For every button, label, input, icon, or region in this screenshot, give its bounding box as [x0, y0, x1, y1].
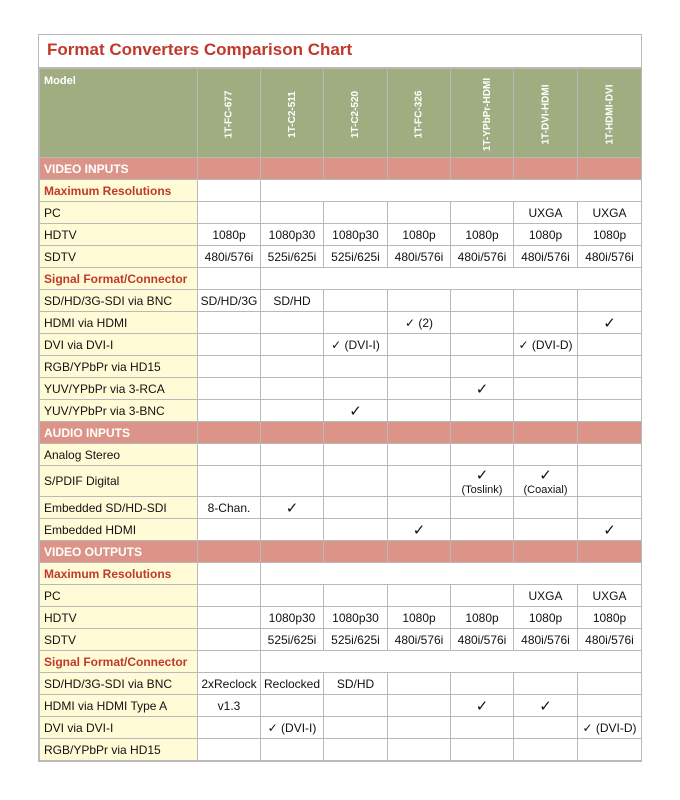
table-cell [261, 400, 324, 422]
table-cell [578, 356, 642, 378]
table-cell [388, 466, 451, 497]
table-cell: 480i/576i [388, 629, 451, 651]
row-label: SD/HD/3G-SDI via BNC [40, 673, 198, 695]
subsection-row [40, 651, 642, 673]
table-cell [451, 466, 514, 497]
table-cell [451, 290, 514, 312]
column-header: 1T-C2-511 [261, 69, 324, 158]
column-header: 1T-DVI-HDMI [514, 69, 578, 158]
table-cell: ✓ [451, 378, 514, 400]
table-cell: 480i/576i [388, 246, 451, 268]
table-cell: ✓ [324, 400, 388, 422]
table-cell [324, 739, 388, 761]
table-cell [514, 519, 578, 541]
table-cell [451, 497, 514, 519]
section-cell [578, 541, 642, 563]
table-cell [388, 695, 451, 717]
table-cell [451, 312, 514, 334]
blank-cell [261, 563, 642, 585]
table-cell [388, 717, 451, 739]
section-cell [451, 422, 514, 444]
table-cell: ✓ (2) [388, 312, 451, 334]
blank-cell [261, 180, 642, 202]
table-row [40, 497, 642, 519]
table-cell [198, 585, 261, 607]
row-label: YUV/YPbPr via 3-BNC [40, 400, 198, 422]
table-cell: 1080p30 [324, 607, 388, 629]
table-row [40, 224, 642, 246]
table-row [40, 585, 642, 607]
subsection-row [40, 563, 642, 585]
table-cell [514, 466, 578, 497]
table-cell [514, 444, 578, 466]
blank-cell [261, 651, 642, 673]
table-cell [514, 312, 578, 334]
row-label: Signal Format/Connector [40, 268, 198, 290]
blank-cell [261, 268, 642, 290]
table-cell [198, 202, 261, 224]
section-cell [261, 422, 324, 444]
table-cell [388, 356, 451, 378]
table-row [40, 356, 642, 378]
table-row [40, 607, 642, 629]
table-cell: 525i/625i [261, 246, 324, 268]
table-cell [451, 400, 514, 422]
table-cell [514, 717, 578, 739]
table-cell [261, 585, 324, 607]
table-cell [578, 739, 642, 761]
column-header: 1T-FC-677 [198, 69, 261, 158]
cell-note: (Coaxial) [523, 484, 568, 496]
table-cell [324, 444, 388, 466]
table-cell: 480i/576i [514, 246, 578, 268]
table-cell [451, 717, 514, 739]
table-cell: 1080p [198, 224, 261, 246]
table-row [40, 695, 642, 717]
table-cell [388, 585, 451, 607]
table-cell [198, 400, 261, 422]
table-cell: ✓ (DVI-I) [261, 717, 324, 739]
table-cell: 1080p30 [261, 607, 324, 629]
row-label: S/PDIF Digital [40, 466, 198, 497]
table-cell [324, 585, 388, 607]
table-cell [261, 466, 324, 497]
table-cell: 480i/576i [198, 246, 261, 268]
table-cell [198, 629, 261, 651]
page-title: Format Converters Comparison Chart [39, 35, 641, 68]
table-cell [198, 607, 261, 629]
table-cell: SD/HD [261, 290, 324, 312]
table-cell: 525i/625i [324, 629, 388, 651]
section-cell [388, 541, 451, 563]
table-cell: v1.3 [198, 695, 261, 717]
check-mark: ✓ [539, 467, 552, 484]
table-cell [324, 466, 388, 497]
table-cell: 1080p [451, 607, 514, 629]
row-label: HDMI via HDMI [40, 312, 198, 334]
section-cell [324, 541, 388, 563]
table-cell: UXGA [578, 585, 642, 607]
table-row [40, 717, 642, 739]
table-cell: 1080p [451, 224, 514, 246]
table-cell: SD/HD/3G [198, 290, 261, 312]
table-cell [514, 497, 578, 519]
table-cell [388, 739, 451, 761]
table-cell [198, 717, 261, 739]
table-cell [198, 378, 261, 400]
table-row [40, 246, 642, 268]
blank-cell [198, 268, 261, 290]
row-label: AUDIO INPUTS [40, 422, 198, 444]
table-cell [578, 673, 642, 695]
row-label: PC [40, 585, 198, 607]
table-row [40, 312, 642, 334]
table-cell: ✓ [261, 497, 324, 519]
table-cell [261, 695, 324, 717]
column-header: 1T-YPbPr-HDMI [451, 69, 514, 158]
row-label: HDMI via HDMI Type A [40, 695, 198, 717]
table-row [40, 334, 642, 356]
table-row [40, 444, 642, 466]
table-cell [198, 334, 261, 356]
table-cell [324, 356, 388, 378]
section-header-row [40, 541, 642, 563]
table-cell [514, 290, 578, 312]
table-cell: ✓ (DVI-I) [324, 334, 388, 356]
table-cell: 1080p [388, 607, 451, 629]
table-cell [578, 695, 642, 717]
cell-note: (Toslink) [461, 484, 503, 496]
blank-cell [198, 180, 261, 202]
table-cell [451, 519, 514, 541]
row-label: SDTV [40, 246, 198, 268]
column-header: 1T-C2-520 [324, 69, 388, 158]
table-cell: 1080p [578, 607, 642, 629]
blank-cell [198, 651, 261, 673]
table-cell: 1080p [514, 607, 578, 629]
row-label: SD/HD/3G-SDI via BNC [40, 290, 198, 312]
table-row [40, 290, 642, 312]
table-cell [261, 356, 324, 378]
row-label: VIDEO INPUTS [40, 158, 198, 180]
table-cell: ✓ (DVI-D) [578, 717, 642, 739]
table-cell [324, 378, 388, 400]
table-cell: Reclocked [261, 673, 324, 695]
table-row [40, 400, 642, 422]
table-row [40, 466, 642, 497]
section-cell [261, 158, 324, 180]
table-cell [451, 356, 514, 378]
column-header: 1T-HDMI-DVI [578, 69, 642, 158]
table-cell: 2xReclock [198, 673, 261, 695]
table-cell: ✓ [578, 312, 642, 334]
table-row [40, 519, 642, 541]
row-label: RGB/YPbPr via HD15 [40, 356, 198, 378]
table-cell [514, 673, 578, 695]
column-header: 1T-FC-326 [388, 69, 451, 158]
table-row [40, 378, 642, 400]
row-label: Maximum Resolutions [40, 563, 198, 585]
table-cell: UXGA [514, 202, 578, 224]
table-cell: 480i/576i [451, 629, 514, 651]
table-cell: 480i/576i [578, 246, 642, 268]
table-cell [451, 739, 514, 761]
section-cell [514, 541, 578, 563]
table-cell: ✓ (DVI-D) [514, 334, 578, 356]
table-row [40, 673, 642, 695]
table-cell [261, 312, 324, 334]
table-cell: 1080p [388, 224, 451, 246]
subsection-row [40, 180, 642, 202]
table-cell [198, 356, 261, 378]
table-cell [388, 673, 451, 695]
table-cell: 525i/625i [261, 629, 324, 651]
table-cell [388, 290, 451, 312]
table-cell: 480i/576i [451, 246, 514, 268]
table-row [40, 202, 642, 224]
table-cell: ✓ [578, 519, 642, 541]
section-cell [324, 422, 388, 444]
row-label: HDTV [40, 224, 198, 246]
section-cell [451, 158, 514, 180]
table-cell [388, 497, 451, 519]
table-cell: UXGA [514, 585, 578, 607]
table-cell [261, 519, 324, 541]
table-cell [451, 202, 514, 224]
row-label: DVI via DVI-I [40, 717, 198, 739]
table-cell [451, 444, 514, 466]
table-cell: SD/HD [324, 673, 388, 695]
table-cell: UXGA [578, 202, 642, 224]
table-cell [324, 290, 388, 312]
table-cell: 1080p30 [261, 224, 324, 246]
section-cell [198, 158, 261, 180]
table-cell [451, 585, 514, 607]
section-cell [514, 158, 578, 180]
section-cell [578, 158, 642, 180]
table-cell [514, 400, 578, 422]
table-cell [451, 673, 514, 695]
table-cell [578, 290, 642, 312]
table-cell [388, 378, 451, 400]
table-cell [198, 444, 261, 466]
comparison-table [39, 68, 642, 761]
subsection-row [40, 268, 642, 290]
blank-cell [198, 563, 261, 585]
table-cell [514, 739, 578, 761]
row-label: Analog Stereo [40, 444, 198, 466]
table-cell [388, 444, 451, 466]
row-label: HDTV [40, 607, 198, 629]
table-cell [198, 519, 261, 541]
row-label: VIDEO OUTPUTS [40, 541, 198, 563]
table-row [40, 739, 642, 761]
table-cell [324, 497, 388, 519]
table-cell: 480i/576i [514, 629, 578, 651]
table-cell [198, 466, 261, 497]
table-cell [578, 466, 642, 497]
table-cell [261, 444, 324, 466]
table-cell [578, 334, 642, 356]
table-cell [388, 202, 451, 224]
table-cell [514, 378, 578, 400]
section-cell [514, 422, 578, 444]
section-cell [388, 158, 451, 180]
row-label: Embedded SD/HD-SDI [40, 497, 198, 519]
table-cell: 1080p [578, 224, 642, 246]
table-cell: ✓ [514, 695, 578, 717]
table-cell [261, 378, 324, 400]
comparison-sheet [38, 34, 642, 762]
table-cell [578, 497, 642, 519]
table-cell [451, 334, 514, 356]
table-cell [388, 400, 451, 422]
table-cell: 1080p30 [324, 224, 388, 246]
table-cell [578, 378, 642, 400]
table-cell [578, 444, 642, 466]
row-label: DVI via DVI-I [40, 334, 198, 356]
row-label: SDTV [40, 629, 198, 651]
table-cell [324, 519, 388, 541]
section-cell [451, 541, 514, 563]
table-cell [578, 400, 642, 422]
table-cell: 8-Chan. [198, 497, 261, 519]
column-header-model: Model [40, 69, 198, 158]
table-cell: ✓ [451, 695, 514, 717]
section-cell [198, 422, 261, 444]
section-header-row [40, 158, 642, 180]
table-cell: 525i/625i [324, 246, 388, 268]
table-cell: 1080p [514, 224, 578, 246]
table-cell [324, 312, 388, 334]
row-label: RGB/YPbPr via HD15 [40, 739, 198, 761]
section-cell [324, 158, 388, 180]
table-cell [324, 717, 388, 739]
table-cell [324, 202, 388, 224]
table-cell [388, 334, 451, 356]
table-cell: 480i/576i [578, 629, 642, 651]
section-cell [198, 541, 261, 563]
table-cell [261, 202, 324, 224]
row-label: Signal Format/Connector [40, 651, 198, 673]
table-cell [198, 739, 261, 761]
table-cell [514, 356, 578, 378]
header-row [40, 69, 642, 158]
table-cell: ✓ [388, 519, 451, 541]
table-cell [261, 334, 324, 356]
row-label: Maximum Resolutions [40, 180, 198, 202]
section-cell [261, 541, 324, 563]
row-label: Embedded HDMI [40, 519, 198, 541]
table-cell [198, 312, 261, 334]
section-cell [578, 422, 642, 444]
check-mark: ✓ [475, 467, 489, 484]
table-row [40, 629, 642, 651]
table-cell [261, 739, 324, 761]
section-cell [388, 422, 451, 444]
row-label: YUV/YPbPr via 3-RCA [40, 378, 198, 400]
row-label: PC [40, 202, 198, 224]
table-cell [324, 695, 388, 717]
section-header-row [40, 422, 642, 444]
